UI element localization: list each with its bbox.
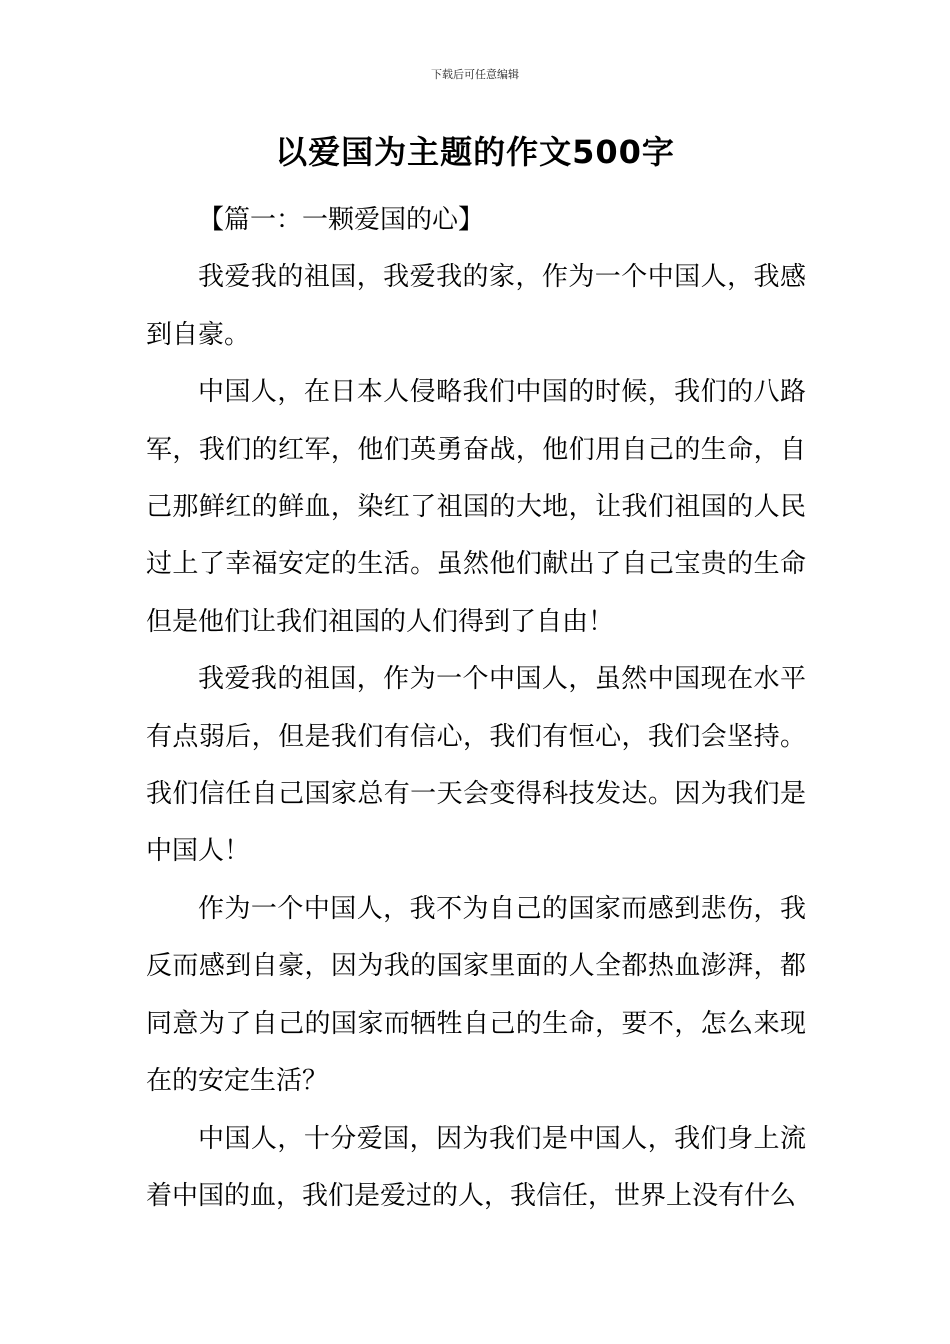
paragraph: 中国人，在日本人侵略我们中国的时候，我们的八路军，我们的红军，他们英勇奋战，他们用自己的生命，自己那鲜红的鲜血，染红了祖国的大地，让我们祖国的人民过上了幸福安定的生活。虽然他们献出了自己宝贵的生命但是他们让我们祖国的人们得到了自由！: [146, 377, 806, 637]
paragraph: 我爱我的祖国，作为一个中国人，虽然中国现在水平有点弱后，但是我们有信心，我们有恒心，我们会坚持。我们信任自己国家总有一天会变得科技发达。因为我们是中国人！: [146, 664, 806, 867]
header-note: 下载后可任意编辑: [431, 68, 519, 81]
document-body: [146, 192, 806, 1225]
paragraph: 我爱我的祖国，我爱我的家，作为一个中国人，我感到自豪。: [146, 262, 806, 350]
section-heading: 【篇一：一颗爱国的心】: [198, 205, 485, 235]
paragraph: 作为一个中国人，我不为自己的国家而感到悲伤，我反而感到自豪，因为我的国家里面的人全都热血澎湃，都同意为了自己的国家而牺牲自己的生命，要不，怎么来现在的安定生活？: [146, 893, 806, 1097]
paragraph: 中国人，十分爱国，因为我们是中国人，我们身上流着中国的血，我们是爱过的人，我信任，世界上没有什么: [146, 1123, 806, 1211]
document-title: 以爱国为主题的作文500字: [275, 133, 675, 171]
